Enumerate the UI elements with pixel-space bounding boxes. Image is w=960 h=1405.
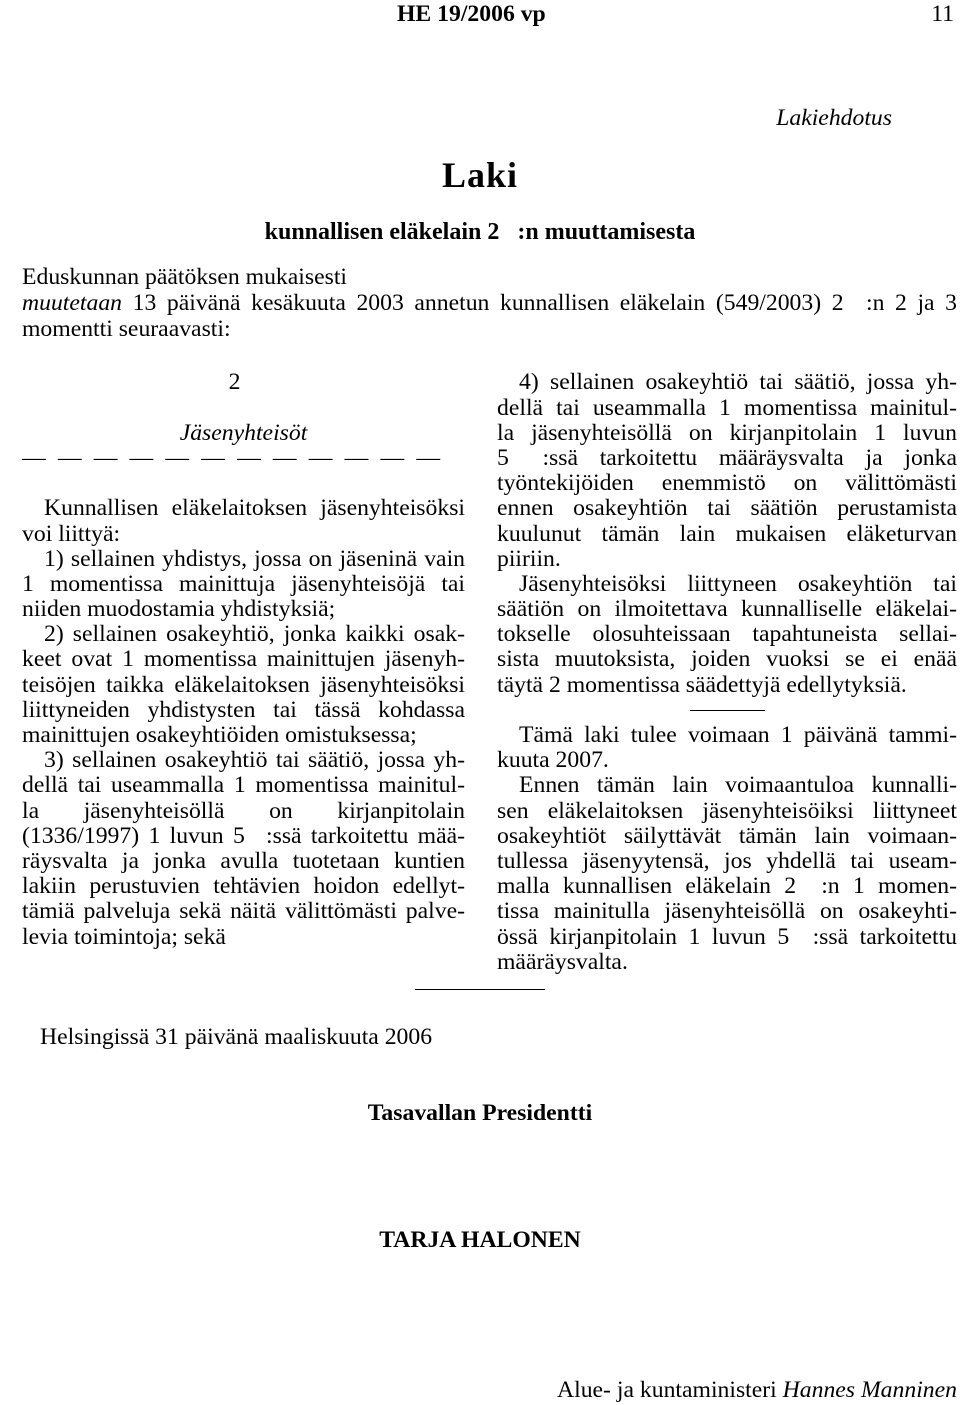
right-column-line: kuulunut tämän lain mukaisen eläketurvan	[497, 520, 957, 547]
preamble-verb: muutetaan	[22, 290, 123, 316]
section-number	[22, 370, 465, 395]
document-id: HE 19/2006 vp	[397, 1, 546, 27]
law-subtitle: kunnallisen eläkelain 2 :n muuttamisesta	[264, 219, 696, 245]
right-column-line: ennen osakeyhtiön tai säätiön perustamista	[497, 495, 957, 522]
right-column-line: määräysvalta.	[497, 948, 628, 975]
right-column-line: tullessa jäsenyytensä, jos yhdellä tai useam-	[497, 847, 957, 874]
right-column-line: sista muutoksista, joiden vuoksi se ei enää	[497, 646, 957, 673]
right-column-line: tissa mainitulla jäsenyhteisöllä on osakeyhti-	[497, 898, 957, 925]
left-column-line: voi liittyä:	[22, 520, 121, 547]
place-and-date: Helsingissä 31 päivänä maaliskuuta 2006	[40, 1024, 433, 1050]
right-column-line: Tämä laki tulee voimaan 1 päivänä tammi-	[519, 722, 957, 749]
omission-marker: — — — — — — — — — — — —	[22, 444, 440, 471]
left-column-line: levia toimintoja; sekä	[22, 923, 226, 950]
right-column-line: 4) sellainen osakeyhtiö tai säätiö, jossa yh-	[519, 369, 957, 396]
preamble-line: momentti seuraavasti:	[22, 316, 231, 342]
left-column-line: 1 momentissa mainittuja jäsenyhteisöjä tai	[22, 570, 465, 597]
left-column-line: liittyneiden yhdistysten tai tässä kohdassa	[22, 696, 465, 723]
right-column-line: piiriin.	[497, 545, 561, 572]
right-column-line: osakeyhtiöt säilyttävät tämän lain voimaan-	[497, 822, 957, 849]
preamble	[22, 264, 957, 342]
right-column-line: malla kunnallisen eläkelain 2 :n 1 momen-	[497, 873, 957, 900]
left-column-line: tämiä palveluja sekä näitä välittömästi palve-	[22, 898, 465, 925]
right-column-line: täytä 2 momentissa säädettyjä edellytyksiä.	[497, 671, 907, 698]
right-column-line: össä kirjanpitolain 1 luvun 5 :ssä tarkoitettu	[497, 923, 957, 950]
left-column-line: Kunnallisen eläkelaitoksen jäsenyhteisöksi	[44, 495, 465, 522]
left-column-line: 3) sellainen osakeyhtiö tai säätiö, jossa yh-	[44, 747, 465, 774]
minister-name: Hannes Manninen	[782, 1377, 957, 1403]
left-column-line: 2) sellainen osakeyhtiö, jonka kaikki osak-	[44, 621, 465, 648]
minister-title: Alue- ja kuntaministeri	[557, 1377, 777, 1403]
right-column-line: 5 :ssä tarkoitettu määräysvalta ja jonka	[497, 444, 957, 471]
left-column-line: mainittujen osakeyhtiöiden omistuksessa;	[22, 722, 417, 749]
preamble-line	[22, 290, 957, 316]
right-column-line: työntekijöiden enemmistö on välittömästi	[497, 470, 957, 497]
separator-rule	[690, 710, 765, 711]
right-column-line: kuuta 2007.	[497, 747, 609, 774]
right-column-line: säätiön on ilmoitettava kunnalliselle eläkelai-	[497, 596, 957, 623]
preamble-text: 13 päivänä kesäkuuta 2003 annetun kunnallisen eläkelain (549/2003) 2 :n 2 ja 3	[132, 290, 957, 316]
blank-line	[22, 471, 465, 496]
law-title: Laki	[441, 155, 519, 195]
left-column-line: räysvalta ja jonka avulla tuotetaan kuntien	[22, 847, 465, 874]
minister-signature	[557, 1377, 957, 1403]
end-of-law-rule	[415, 989, 545, 990]
section-end-separator	[497, 698, 957, 723]
blank-line	[22, 396, 465, 421]
preamble-line: Eduskunnan päätöksen mukaisesti	[22, 264, 347, 290]
page-number: 11	[931, 1, 954, 27]
section-label: Lakiehdotus	[776, 105, 892, 131]
left-column-line: dellä tai useammalla 1 momentissa mainitul-	[22, 772, 465, 799]
left-column-line: 1) sellainen yhdistys, jossa on jäseninä vain	[44, 545, 465, 572]
right-column-line: la jäsenyhteisöllä on kirjanpitolain 1 luvun	[497, 419, 957, 446]
president-name: TARJA HALONEN	[379, 1227, 581, 1253]
left-column-line: teisöjen taikka eläkelaitoksen jäsenyhteisöksi	[22, 671, 465, 698]
left-column	[22, 370, 465, 949]
section-number-text: 2	[228, 369, 241, 396]
right-column-line: dellä tai useammalla 1 momentissa mainitul-	[497, 394, 957, 421]
section-heading: Jäsenyhteisöt	[179, 419, 308, 446]
left-column-line: lakiin perustuvien tehtävien hoidon edellyt-	[22, 873, 465, 900]
left-column-line: (1336/1997) 1 luvun 5 :ssä tarkoitettu mää-	[22, 822, 465, 849]
left-column-line: keet ovat 1 momentissa mainittujen jäsenyh-	[22, 646, 465, 673]
left-column-line: niiden muodostamia yhdistyksiä;	[22, 596, 336, 623]
right-column-line: Ennen tämän lain voimaantuloa kunnalli-	[519, 772, 957, 799]
right-column-line: tokselle olosuhteissaan tapahtuneista sellai-	[497, 621, 957, 648]
right-column-line: sen eläkelaitoksen jäsenyhteisöiksi liittyneet	[497, 797, 957, 824]
left-column-line: la jäsenyhteisöllä on kirjanpitolain	[22, 797, 465, 824]
right-column	[497, 370, 957, 975]
right-column-line: Jäsenyhteisöksi liittyneen osakeyhtiön tai	[519, 570, 957, 597]
president-title: Tasavallan Presidentti	[367, 1100, 593, 1126]
